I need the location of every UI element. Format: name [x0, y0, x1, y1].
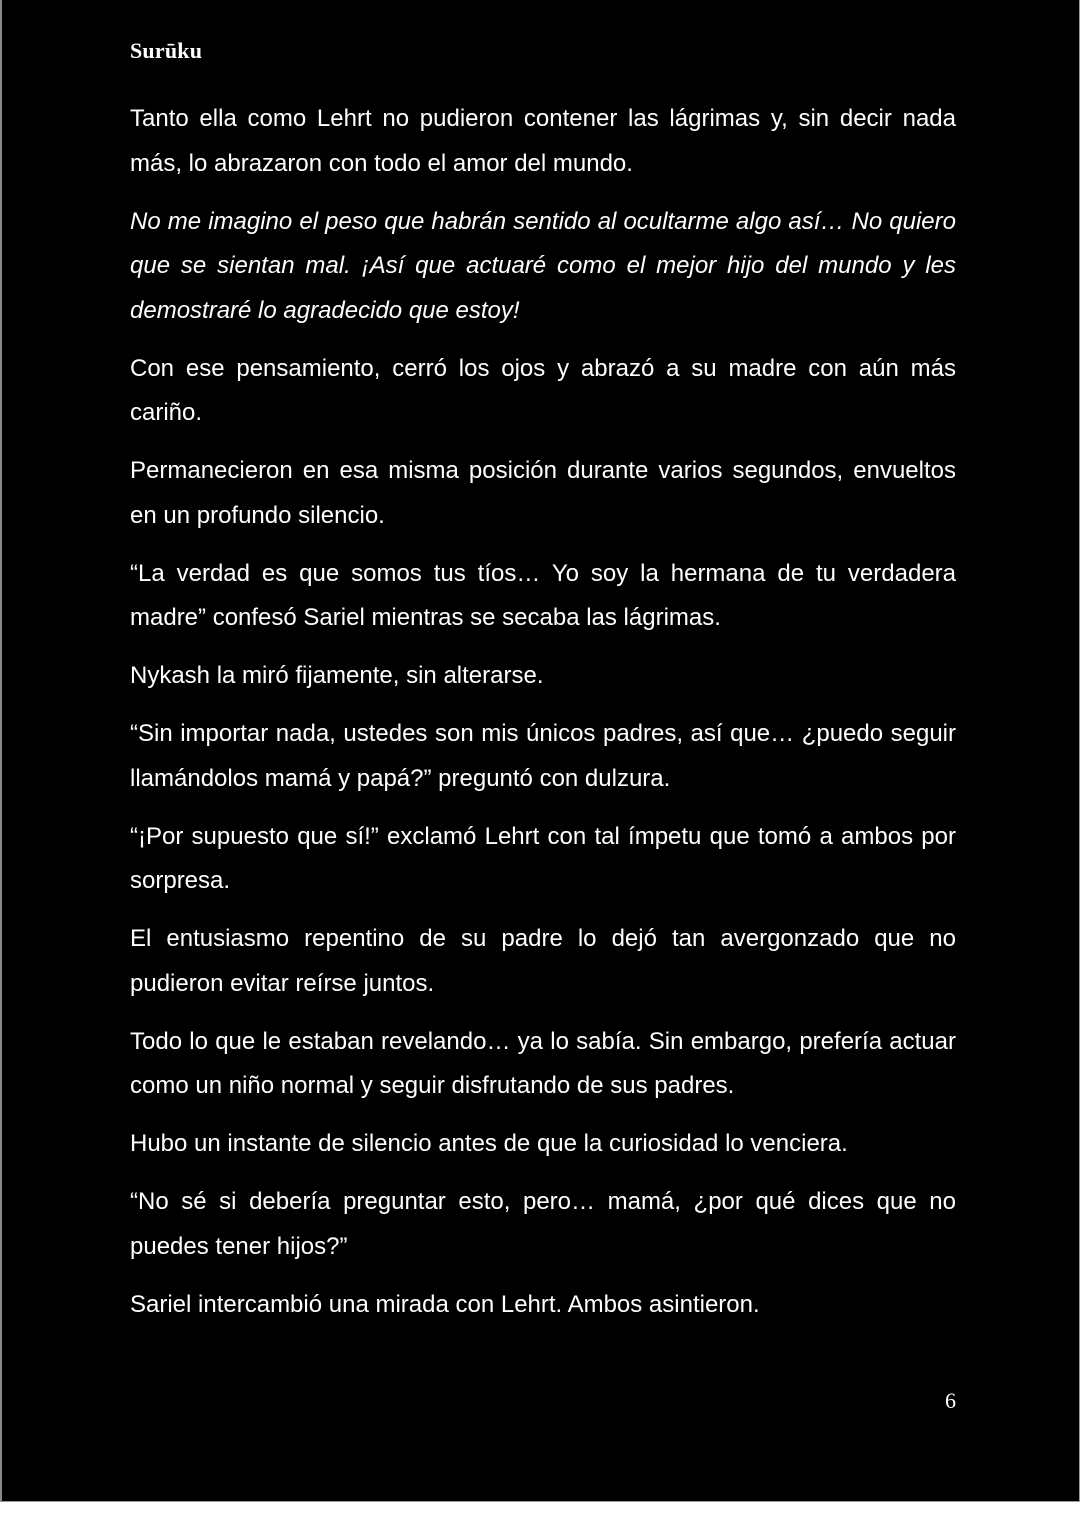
document-page	[2, 0, 1080, 1502]
body-text	[130, 97, 956, 1341]
paragraph: “La verdad es que somos tus tíos… Yo soy la hermana de tu verdadera madre” confesó Sariel mientras se secaba las lágrimas.	[130, 559, 956, 631]
running-header: Surūku	[130, 38, 203, 63]
paragraph: Todo lo que le estaban revelando… ya lo sabía. Sin embargo, prefería actuar como un niño normal y seguir disfrutando de sus padres.	[130, 1027, 956, 1099]
paragraph: Permanecieron en esa misma posición durante varios segundos, envueltos en un profundo silencio.	[130, 457, 956, 529]
paragraph: “No sé si debería preguntar esto, pero… mamá, ¿por qué dices que no puedes tener hijos?”	[130, 1188, 956, 1260]
paragraph: Sariel intercambió una mirada con Lehrt. Ambos asintieron.	[130, 1290, 760, 1318]
paragraph: “¡Por supuesto que sí!” exclamó Lehrt con tal ímpetu que tomó a ambos por sorpresa.	[130, 822, 956, 894]
page-number: 6	[945, 1388, 956, 1413]
paragraph: Tanto ella como Lehrt no pudieron contener las lágrimas y, sin decir nada más, lo abrazaron con todo el amor del mundo.	[130, 105, 956, 177]
paragraph: Hubo un instante de silencio antes de que la curiosidad lo venciera.	[130, 1130, 848, 1157]
paragraph: Nykash la miró fijamente, sin alterarse.	[130, 662, 544, 689]
paragraph: “Sin importar nada, ustedes son mis únicos padres, así que… ¿puedo seguir llamándolos mamá y papá?” preguntó con dulzura.	[130, 720, 956, 792]
paragraph-italic-thought: No me imagino el peso que habrán sentido al ocultarme algo así… No quiero que se sientan mal. ¡Así que actuaré como el mejor hijo del mundo y les demostraré lo agradecido que estoy!	[130, 207, 956, 324]
paragraph: El entusiasmo repentino de su padre lo dejó tan avergonzado que no pudieron evitar reírse juntos.	[130, 925, 956, 997]
paragraph: Con ese pensamiento, cerró los ojos y abrazó a su madre con aún más cariño.	[130, 354, 956, 426]
